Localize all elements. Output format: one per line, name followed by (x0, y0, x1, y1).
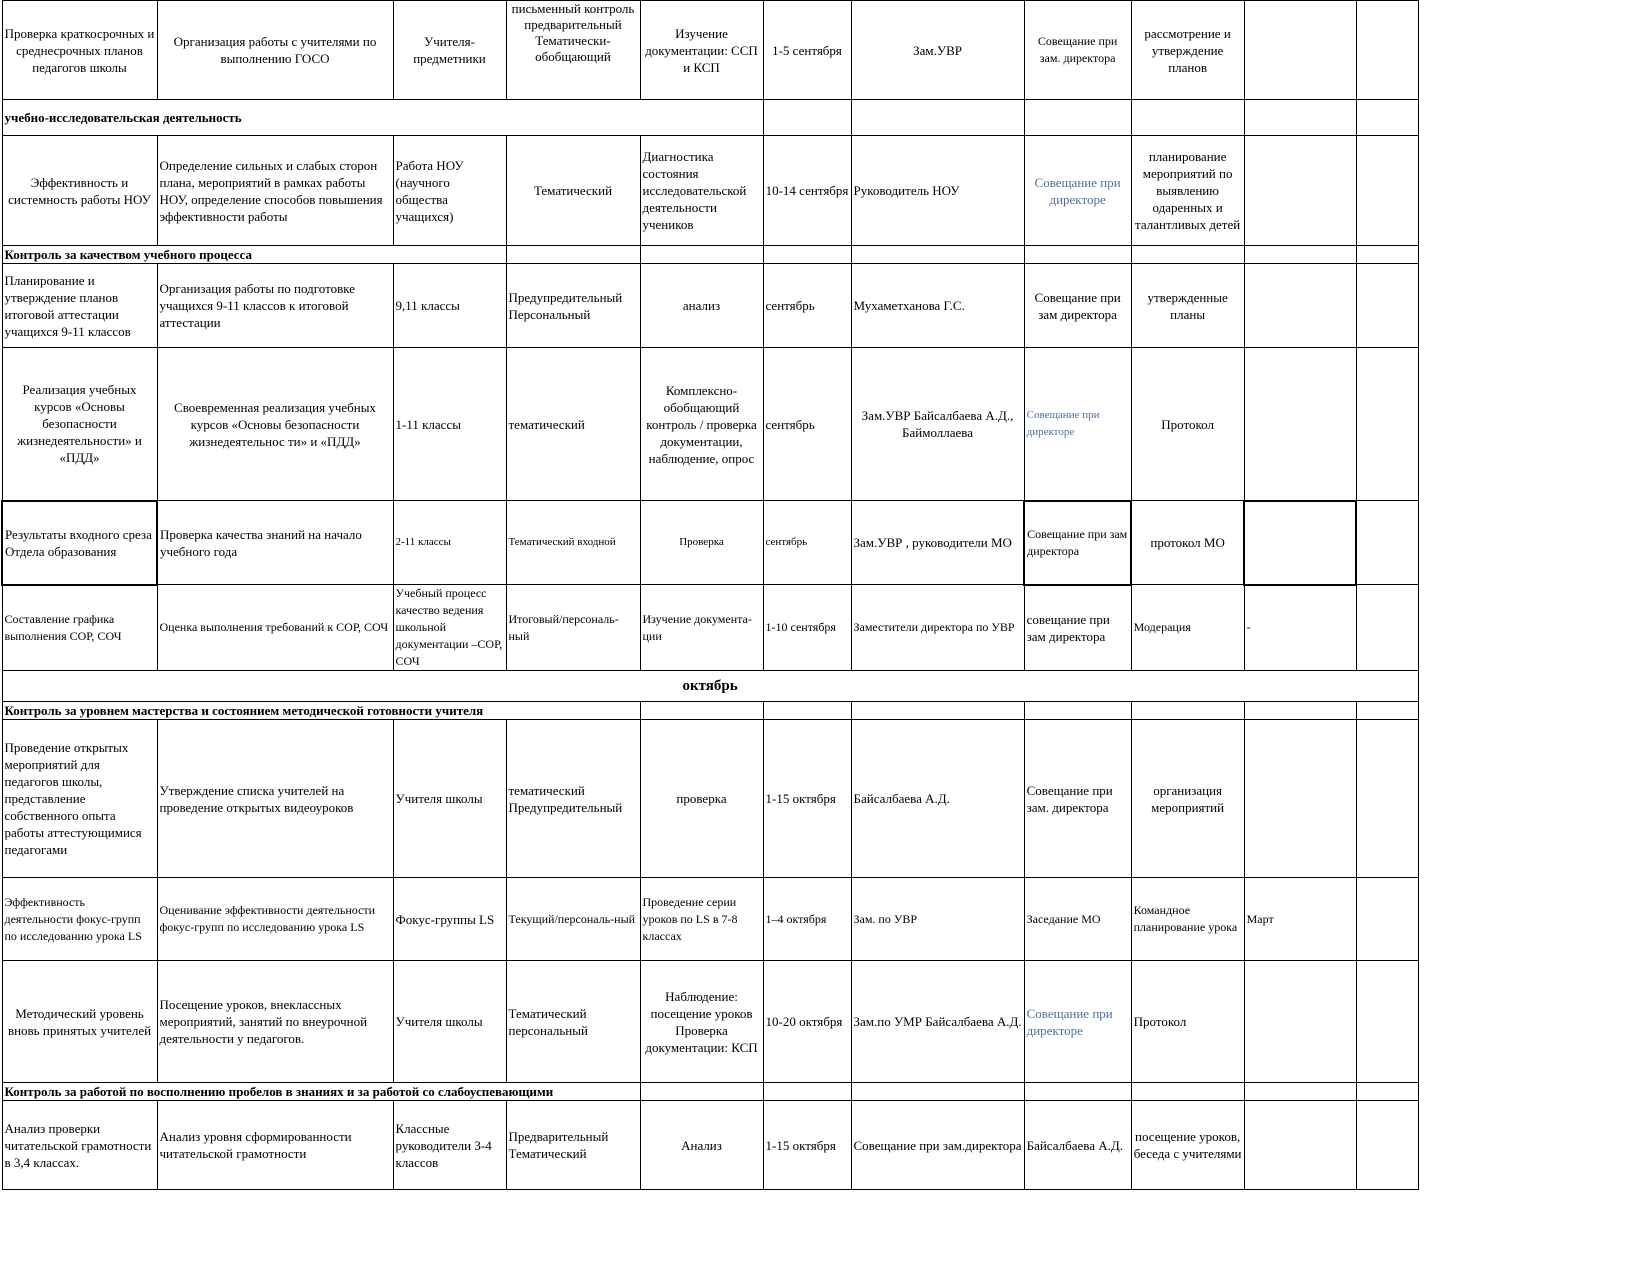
cell-result: Протокол (1131, 961, 1244, 1083)
month-title: октябрь (2, 671, 1418, 702)
table-row (2, 136, 1418, 246)
cell-control-type: тематический Предупредительный (506, 720, 640, 878)
cell-control-object: 1-11 классы (393, 348, 506, 501)
cell-review-place: Совещание при директоре (1024, 348, 1131, 501)
cell-control-goal: Проверка качества знаний на начало учебного года (157, 501, 393, 585)
cell-result: утвержденные планы (1131, 264, 1244, 348)
cell-control-type: Тематический входной (506, 501, 640, 585)
section-row (2, 1083, 1418, 1101)
cell-review-place: совещание при зам директора (1024, 585, 1131, 671)
cell-control-method: Диагностика состояния исследовательской деятельности учеников (640, 136, 763, 246)
cell-control-topic: Методический уровень вновь принятых учителей (2, 961, 157, 1083)
cell-review-place: Совещание при зам. директора (1024, 1, 1131, 100)
cell-control-topic: Планирование и утверждение планов итоговой аттестации учащихся 9-11 классов (2, 264, 157, 348)
cell-control-method: Комплексно-обобщающий контроль / проверка документации, наблюдение, опрос (640, 348, 763, 501)
section-row (2, 100, 1418, 136)
control-plan-table (1, 0, 1419, 1190)
section-row (2, 702, 1418, 720)
cell-deadline: 1-5 сентября (763, 1, 851, 100)
cell-responsible: Совещание при зам.директора (851, 1101, 1024, 1190)
month-row (2, 671, 1418, 702)
cell-control-method: Изучение документации: ССП и КСП (640, 1, 763, 100)
cell-review-place: Совещание при зам директора (1024, 501, 1131, 585)
cell-result: организация мероприятий (1131, 720, 1244, 878)
cell-result: посещение уроков, беседа с учителями (1131, 1101, 1244, 1190)
section-row (2, 246, 1418, 264)
section-title: Контроль за уровнем мастерства и состоянием методической готовности учителя (2, 702, 640, 720)
cell-control-topic: Составление графика выполнения СОР, СОЧ (2, 585, 157, 671)
cell-result: Командное планирование урока (1131, 878, 1244, 961)
cell-responsible: Байсалбаева А.Д. (851, 720, 1024, 878)
cell-control-goal: Анализ уровня сформированности читательской грамотности (157, 1101, 393, 1190)
table-row (2, 501, 1418, 585)
cell-control-type: Тематический (506, 136, 640, 246)
table-row (2, 1, 1418, 100)
table-row (2, 878, 1418, 961)
cell-deadline: сентябрь (763, 501, 851, 585)
cell-responsible: Зам.УВР (851, 1, 1024, 100)
cell-control-method: анализ (640, 264, 763, 348)
cell-control-object: Учителя школы (393, 961, 506, 1083)
cell-extra-2 (1356, 1, 1418, 100)
cell-control-type: письменный контроль предварительный Тематически-обобщающий (506, 1, 640, 100)
section-title: Контроль за работой по восполнению пробелов в знаниях и за работой со слабоуспевающими (2, 1083, 640, 1101)
cell-result: рассмотрение и утверждение планов (1131, 1, 1244, 100)
cell-control-method: проверка (640, 720, 763, 878)
cell-deadline: 1-15 октября (763, 720, 851, 878)
cell-control-type: Предварительный Тематический (506, 1101, 640, 1190)
section-title: Контроль за качеством учебного процесса (2, 246, 506, 264)
cell-control-object: 2-11 классы (393, 501, 506, 585)
cell-control-method: Анализ (640, 1101, 763, 1190)
cell-responsible: Зам.УВР , руководители МО (851, 501, 1024, 585)
cell-control-topic: Эффективность и системность работы НОУ (2, 136, 157, 246)
cell-control-goal: Своевременная реализация учебных курсов «Основы безопасности жизнедеятельнос ти» и «ПДД» (157, 348, 393, 501)
cell-extra: Март (1244, 878, 1356, 961)
cell-control-object: Работа НОУ (научного общества учащихся) (393, 136, 506, 246)
cell-review-place: Совещание при директоре (1024, 136, 1131, 246)
cell-deadline: 1–4 октября (763, 878, 851, 961)
cell-control-method: Проверка (640, 501, 763, 585)
cell-control-topic: Анализ проверки читательской грамотности в 3,4 классах. (2, 1101, 157, 1190)
cell-control-topic: Результаты входного среза Отдела образования (2, 501, 157, 585)
cell-control-type: Тематический персональный (506, 961, 640, 1083)
table-row (2, 264, 1418, 348)
cell-responsible: Зам. по УВР (851, 878, 1024, 961)
table-row (2, 1101, 1418, 1190)
cell-control-topic: Реализация учебных курсов «Основы безопасности жизнедеятельности» и «ПДД» (2, 348, 157, 501)
cell-control-type: Предупредительный Персональный (506, 264, 640, 348)
cell-control-method: Изучение документа-ции (640, 585, 763, 671)
cell-deadline: 1-10 сентября (763, 585, 851, 671)
table-row (2, 348, 1418, 501)
cell-control-topic: Проведение открытых мероприятий для педагогов школы, представление собственного опыта работы аттестующимися педагогами (2, 720, 157, 878)
cell-control-method: Наблюдение: посещение уроков Проверка документации: КСП (640, 961, 763, 1083)
cell-deadline: сентябрь (763, 348, 851, 501)
cell-control-object: Учебный процесс качество ведения школьной документации –СОР, СОЧ (393, 585, 506, 671)
cell-control-object: Учителя школы (393, 720, 506, 878)
cell-control-goal: Оценка выполнения требований к СОР, СОЧ (157, 585, 393, 671)
cell-deadline: 10-14 сентября (763, 136, 851, 246)
cell-result: протокол МО (1131, 501, 1244, 585)
cell-review-place: Заседание МО (1024, 878, 1131, 961)
cell-control-type: тематический (506, 348, 640, 501)
cell-responsible: Заместители директора по УВР (851, 585, 1024, 671)
cell-control-object: Учителя-предметники (393, 1, 506, 100)
cell-review-place: Совещание при зам директора (1024, 264, 1131, 348)
cell-control-topic: Эффективность деятельности фокус-групп по исследованию урока LS (2, 878, 157, 961)
cell-control-goal: Организация работы с учителями по выполнению ГОСО (157, 1, 393, 100)
cell-result: Модерация (1131, 585, 1244, 671)
cell-control-object: Фокус-группы LS (393, 878, 506, 961)
cell-control-method: Проведение серии уроков по LS в 7-8 классах (640, 878, 763, 961)
cell-control-type: Итоговый/персональ-ный (506, 585, 640, 671)
cell-control-goal: Оценивание эффективности деятельности фокус-групп по исследованию урока LS (157, 878, 393, 961)
cell-responsible: Зам.УВР Байсалбаева А.Д., Баймоллаева (851, 348, 1024, 501)
cell-control-type: Текущий/персональ-ный (506, 878, 640, 961)
cell-responsible: Зам.по УМР Байсалбаева А.Д. (851, 961, 1024, 1083)
cell-review-place: Байсалбаева А.Д. (1024, 1101, 1131, 1190)
cell-result: Протокол (1131, 348, 1244, 501)
cell-responsible: Мухаметханова Г.С. (851, 264, 1024, 348)
cell-control-goal: Определение сильных и слабых сторон плана, мероприятий в рамках работы НОУ, определение способов повышения эффективности работы (157, 136, 393, 246)
cell-control-topic: Проверка краткосрочных и среднесрочных планов педагогов школы (2, 1, 157, 100)
cell-control-object: Классные руководители 3-4 классов (393, 1101, 506, 1190)
cell-control-object: 9,11 классы (393, 264, 506, 348)
cell-review-place: Совещание при директоре (1024, 961, 1131, 1083)
cell-deadline: сентябрь (763, 264, 851, 348)
cell-deadline: 10-20 октября (763, 961, 851, 1083)
cell-control-goal: Организация работы по подготовке учащихся 9-11 классов к итоговой аттестации (157, 264, 393, 348)
cell-extra (1244, 1, 1356, 100)
cell-result: планирование мероприятий по выявлению одаренных и талантливых детей (1131, 136, 1244, 246)
cell-responsible: Руководитель НОУ (851, 136, 1024, 246)
table-row (2, 720, 1418, 878)
cell-extra: - (1244, 585, 1356, 671)
cell-control-goal: Посещение уроков, внеклассных мероприятий, занятий по внеурочной деятельности у педагогов. (157, 961, 393, 1083)
cell-control-goal: Утверждение списка учителей на проведение открытых видеоуроков (157, 720, 393, 878)
cell-deadline: 1-15 октября (763, 1101, 851, 1190)
section-title: учебно-исследовательская деятельность (2, 100, 763, 136)
table-row (2, 961, 1418, 1083)
table-row (2, 585, 1418, 671)
cell-review-place: Совещание при зам. директора (1024, 720, 1131, 878)
